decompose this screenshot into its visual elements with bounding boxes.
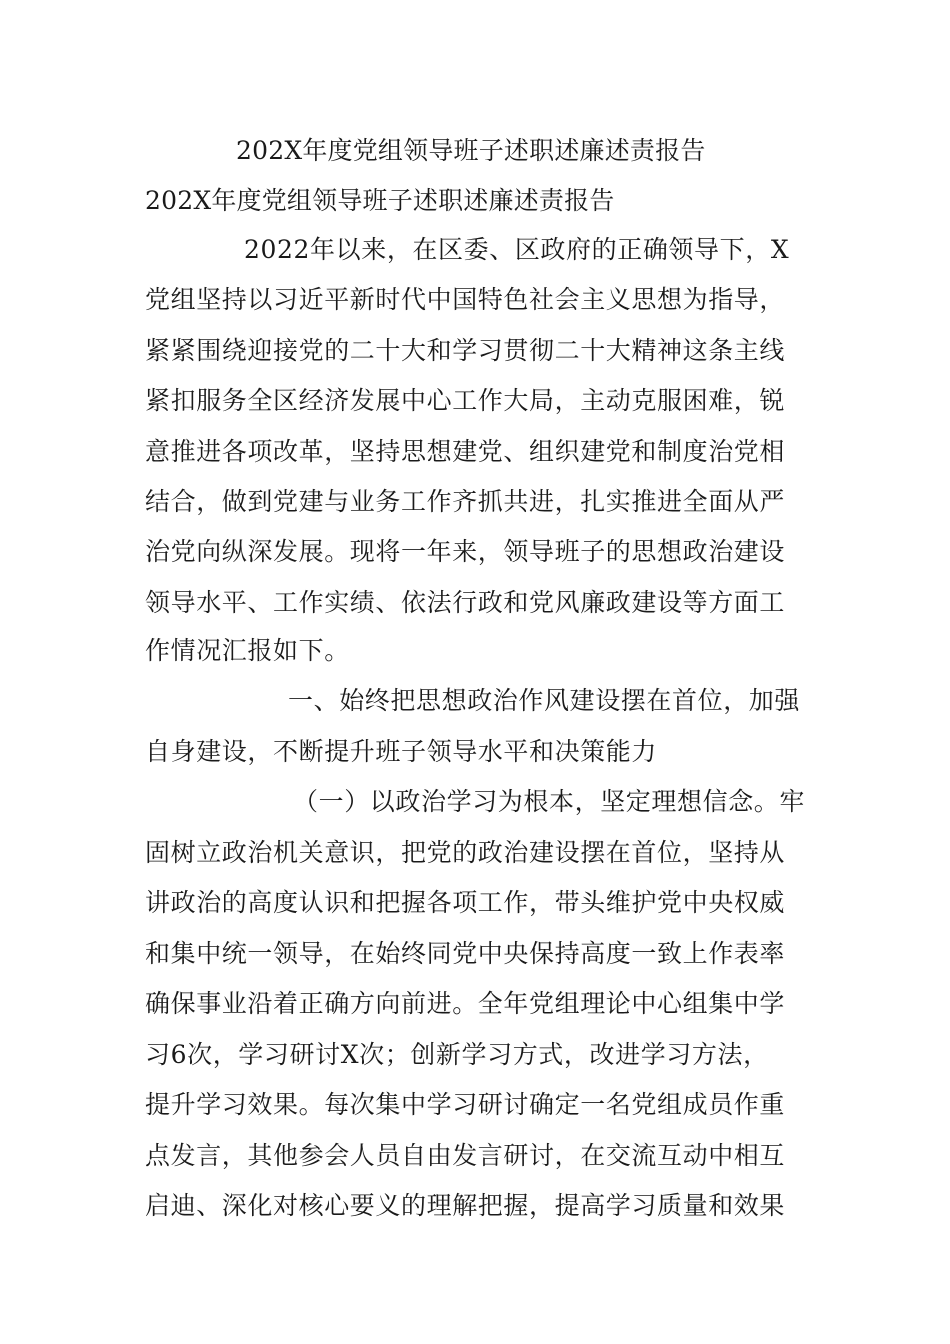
paragraph-line: 意推进各项改革，坚持思想建党、组织建党和制度治党相 bbox=[145, 437, 786, 466]
document-title: 202X年度党组领导班子述职述廉述责报告 bbox=[236, 136, 706, 165]
paragraph-line: 治党向纵深发展。现将一年来，领导班子的思想政治建设 bbox=[145, 537, 786, 566]
paragraph-line: 2022年以来，在区委、区政府的正确领导下，X bbox=[244, 235, 790, 264]
paragraph-line: 结合，做到党建与业务工作齐抓共进，扎实推进全面从严 bbox=[145, 487, 786, 516]
paragraph-line: 点发言，其他参会人员自由发言研讨，在交流互动中相互 bbox=[145, 1141, 786, 1170]
paragraph-line: 固树立政治机关意识，把党的政治建设摆在首位，坚持从 bbox=[145, 838, 786, 867]
paragraph-line: 党组坚持以习近平新时代中国特色社会主义思想为指导， bbox=[145, 285, 786, 314]
paragraph-line: 和集中统一领导，在始终同党中央保持高度一致上作表率 bbox=[145, 939, 786, 968]
paragraph-line: 启迪、深化对核心要义的理解把握，提高学习质量和效果 bbox=[145, 1191, 786, 1220]
paragraph-line: 紧紧围绕迎接党的二十大和学习贯彻二十大精神这条主线 bbox=[145, 336, 786, 365]
paragraph-line: 提升学习效果。每次集中学习研讨确定一名党组成员作重 bbox=[145, 1090, 786, 1119]
paragraph-line: 领导水平、工作实绩、依法行政和党风廉政建设等方面工 bbox=[145, 588, 786, 617]
paragraph-line: 紧扣服务全区经济发展中心工作大局，主动克服困难，锐 bbox=[145, 386, 786, 415]
paragraph-line: 确保事业沿着正确方向前进。全年党组理论中心组集中学 bbox=[145, 989, 786, 1018]
paragraph-line: 讲政治的高度认识和把握各项工作，带头维护党中央权威 bbox=[145, 888, 786, 917]
paragraph-line: （一）以政治学习为根本，坚定理想信念。牢 bbox=[293, 787, 806, 816]
paragraph-line: 习6次，学习研讨X次；创新学习方式，改进学习方法， bbox=[145, 1040, 769, 1069]
document-subtitle: 202X年度党组领导班子述职述廉述责报告 bbox=[145, 186, 615, 215]
paragraph-line: 作情况汇报如下。 bbox=[145, 636, 350, 665]
section-heading-line: 自身建设，不断提升班子领导水平和决策能力 bbox=[145, 737, 658, 766]
section-heading-line: 一、始终把思想政治作风建设摆在首位，加强 bbox=[288, 686, 801, 715]
